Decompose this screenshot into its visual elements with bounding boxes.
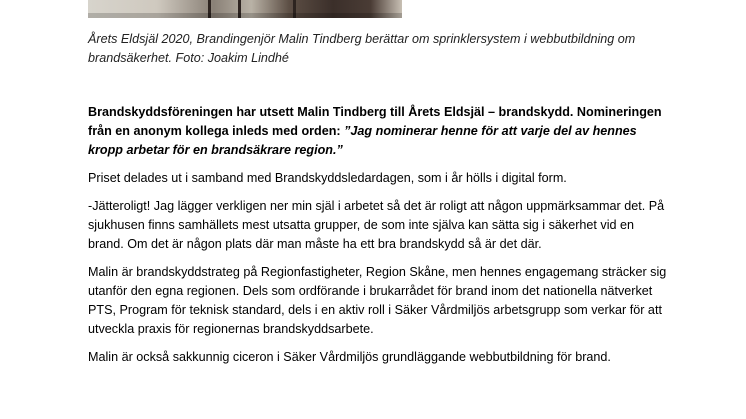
body-paragraph: Priset delades ut i samband med Brandskyddsledardagen, som i år hölls i digital form. [88,171,567,185]
photo-shade [88,13,402,18]
photo-caption: Årets Eldsjäl 2020, Brandingenjör Malin Tindberg berättar om sprinklersystem i webbutbildning om brandsäkerhet. Foto: Joakim Lindhé [88,32,636,65]
body-paragraph: Malin är brandskyddstrateg på Regionfastigheter, Region Skåne, men hennes engagemang sträcker sig utanför den egna regionen. Dels som ordförande i brukarrådet för brand inom det nationella nätverket PTS, Program för teknisk standard, dels i en aktiv roll i Säker Vårdmiljös arbetsgrupp som verkar för att utveckla praxis för regionernas brandskyddsarbete. [88,265,667,336]
lead-paragraph [88,103,668,160]
body-paragraph: Malin är också sakkunnig ciceron i Säker Vårdmiljös grundläggande webbutbildning för brand. [88,350,611,364]
body-paragraph: -Jätteroligt! Jag lägger verkligen ner min själ i arbetet så det är roligt att någon uppmärksammar det. På sjukhusen finns samhällets mest utsatta grupper, de som inte själva kan sätta sig i säkerhet vid en brand. Om det är någon plats där man måste ha ett bra brandskydd så är det där. [88,199,665,251]
article-photo [88,0,402,18]
lead-quote: ”Jag nominerar henne för att varje del av hennes kropp arbetar för en brandsäkrare region.” [88,124,637,157]
lead-text: Brandskyddsföreningen har utsett Malin Tindberg till Årets Eldsjäl – brandskydd. Nomineringen från en anonym kollega inleds med orden: [88,105,662,138]
article-body [88,103,668,376]
